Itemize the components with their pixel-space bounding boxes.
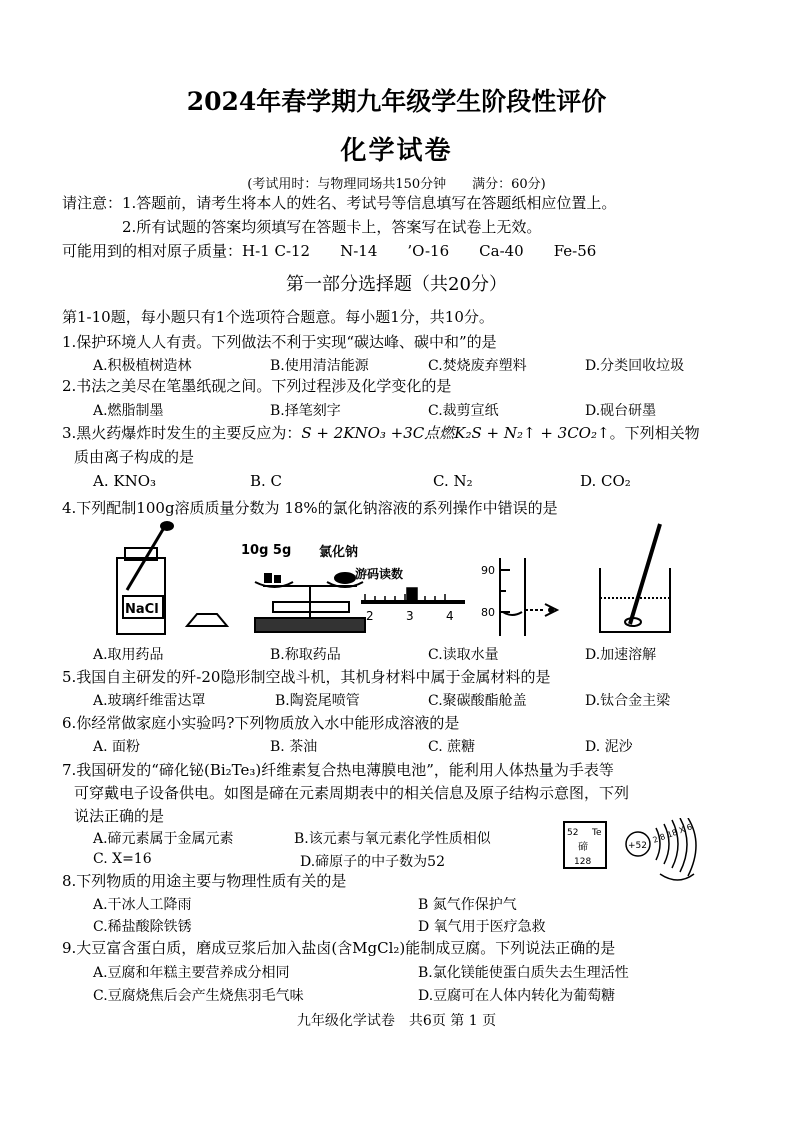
q5-option-a: A.玻璃纤维雷达罩: [93, 693, 206, 709]
q3-stem-end: 。下列相关物: [609, 424, 700, 442]
q8-option-d: D 氧气用于医疗急救: [418, 919, 546, 935]
q7-stem-2: 可穿戴电子设备供电。如图是碲在元素周期表中的相关信息及原子结构示意图，下列: [74, 784, 630, 802]
rider-ruler: [361, 588, 465, 602]
q2-option-d: D.砚台研墨: [585, 403, 657, 419]
q9-option-c: C.豆腐烧焦后会产生烧焦羽毛气味: [93, 988, 304, 1004]
q3-equation: S + 2KNO₃ +3C点燃K₂S + N₂↑ + 3CO₂↑: [301, 424, 610, 442]
q7-option-b: B.该元素与氧元素化学性质相似: [294, 831, 491, 847]
notice-1: 请注意：1.答题前，请考生将本人的姓名、考试号等信息填写在答题纸相应位置上。: [62, 194, 617, 212]
q7-stem-1: 7.我国研发的“碲化铋(Bi₂Te₃)纤维素复合热电薄膜电池”，能利用人体热量为手表等: [62, 761, 614, 779]
q4-option-d: D.加速溶解: [585, 647, 657, 663]
exam-info: (考试用时：与物理同场共150分钟 满分：60分): [247, 177, 546, 192]
nucleus-charge: +52: [628, 841, 647, 851]
q6-option-a: A. 面粉: [93, 739, 141, 755]
notice-2: 2.所有试题的答案均须填写在答题卡上，答案写在试卷上无效。: [122, 218, 542, 236]
q7-stem-3: 说法正确的是: [74, 807, 165, 825]
q3-stem: [62, 422, 700, 443]
q6-option-d: D. 泥沙: [585, 739, 633, 755]
ruler-tick-4: 4: [446, 609, 454, 623]
q4-option-b: B.称取药品: [270, 647, 341, 663]
q3-option-d: D. CO₂: [580, 472, 631, 490]
q3-option-c: C. N₂: [433, 472, 473, 490]
q9-option-d: D.豆腐可在人体内转化为葡萄糖: [418, 988, 616, 1004]
q2-option-b: B.择笔刻字: [270, 403, 341, 419]
q2-option-a: A.燃脂制墨: [93, 403, 164, 419]
q7-option-c: C. X=16: [93, 851, 152, 867]
q9-stem: 9.大豆富含蛋白质，磨成豆浆后加入盐卤(含MgCl₂)能制成豆腐。下列说法正确的是: [62, 939, 616, 957]
q4-option-a: A.取用药品: [93, 647, 164, 663]
element-name: 碲: [578, 842, 588, 853]
q8-option-a: A.干冰人工降雨: [93, 897, 192, 913]
q9-option-a: A.豆腐和年糕主要营养成分相同: [93, 965, 290, 981]
rider-label: 游码读数: [355, 567, 404, 581]
q6-stem: 6.你经常做家庭小实验吗?下列物质放入水中能形成溶液的是: [62, 714, 460, 732]
q1-option-b: B.使用清洁能源: [270, 358, 369, 374]
q3-stem-start: 3.黑火药爆炸时发生的主要反应为：: [62, 424, 302, 442]
q4-stem: 4.下列配制100g溶质质量分数为 18%的氯化钠溶液的系列操作中错误的是: [62, 499, 558, 517]
cylinder-tick-80: 80: [481, 606, 495, 619]
q9-option-b: B.氯化镁能使蛋白质失去生理活性: [418, 965, 629, 981]
bottle-label: NaCl: [125, 602, 159, 617]
q1-option-c: C.焚烧废弃塑料: [428, 358, 527, 374]
q2-stem: 2.书法之美尽在笔墨纸砚之间。下列过程涉及化学变化的是: [62, 377, 452, 395]
atomic-number: 52: [567, 828, 579, 838]
page-footer: 九年级化学试卷 共6页 第 1 页: [296, 1013, 497, 1029]
q5-option-c: C.聚碳酸酯舱盖: [428, 693, 527, 709]
ruler-tick-3: 3: [406, 609, 414, 623]
q1-option-d: D.分类回收垃圾: [585, 358, 685, 374]
q3-stem-2: 质由离子构成的是: [74, 448, 195, 466]
atomic-masses: 可能用到的相对原子质量：H-1 C-12 N-14 ’O-16 Ca-40 Fe-56: [62, 242, 597, 260]
q3-option-a: A. KNO₃: [93, 472, 157, 490]
beaker-illustration: [600, 524, 670, 632]
weights-label: 10g 5g: [241, 543, 292, 558]
q3-option-b: B. C: [250, 472, 283, 490]
q8-option-b: B 氮气作保护气: [418, 897, 517, 913]
q7-option-a: A.碲元素属于金属元素: [93, 831, 234, 847]
q2-option-c: C.裁剪宣纸: [428, 403, 499, 419]
reagent-bottle-illustration: [117, 522, 227, 634]
element-symbol: Te: [592, 828, 602, 838]
q8-stem: 8.下列物质的用途主要与物理性质有关的是: [62, 872, 347, 890]
electron-shells: 2 8 18 X 6: [651, 822, 694, 845]
pan-label: 氯化钠: [319, 545, 359, 560]
q7-option-d: D.碲原子的中子数为52: [300, 854, 445, 870]
exam-subtitle: 化学试卷: [340, 136, 453, 166]
atomic-mass: 128: [574, 857, 592, 867]
q5-stem: 5.我国自主研发的歼-20隐形制空战斗机，其机身材料中属于金属材料的是: [62, 668, 551, 686]
q1-option-a: A.积极植树造林: [93, 358, 192, 374]
q4-figure: [105, 518, 685, 640]
q6-option-c: C. 蔗糖: [428, 739, 476, 755]
section-title: 第一部分选择题（共20分）: [286, 274, 507, 295]
ruler-tick-2: 2: [366, 609, 374, 623]
graduated-cylinder-illustration: [500, 558, 557, 636]
section-instructions: 第1-10题，每小题只有1个选项符合题意。每小题1分，共10分。: [62, 308, 494, 326]
tellurium-figure: [560, 818, 710, 888]
q6-option-b: B. 茶油: [270, 739, 318, 755]
exam-title: 2024年春学期九年级学生阶段性评价: [186, 87, 607, 116]
q4-option-c: C.读取水量: [428, 647, 499, 663]
balance-illustration: [255, 573, 365, 632]
q8-option-c: C.稀盐酸除铁锈: [93, 919, 192, 935]
q5-option-b: B.陶瓷尾喷管: [275, 693, 360, 709]
cylinder-tick-90: 90: [481, 564, 495, 577]
q1-stem: 1.保护环境人人有责。下列做法不利于实现“碳达峰、碳中和”的是: [62, 333, 497, 351]
q5-option-d: D.钛合金主梁: [585, 693, 671, 709]
